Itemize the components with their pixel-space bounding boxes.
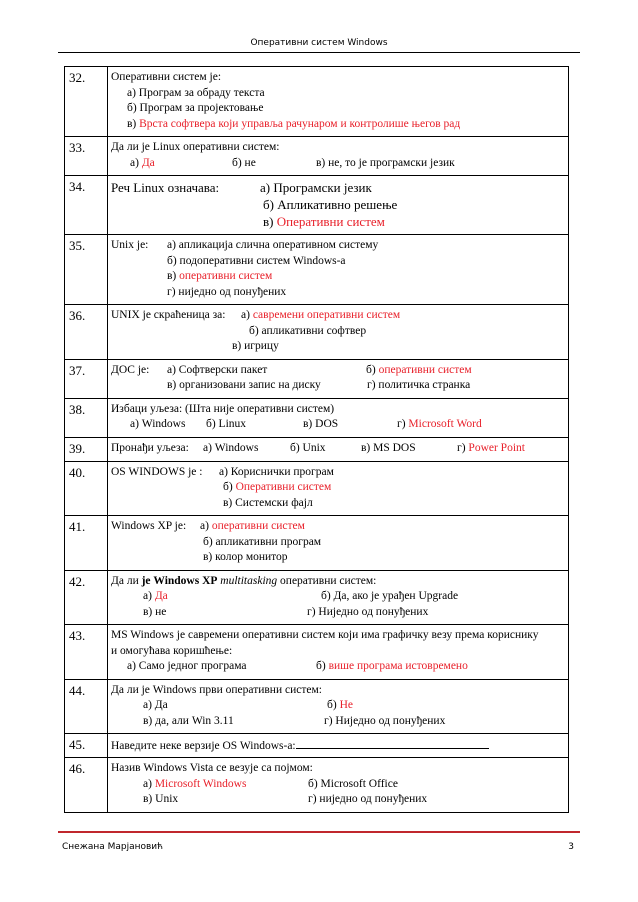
option-prefix: в)	[263, 214, 277, 229]
option-d: г) ниједно од понуђених	[308, 793, 428, 805]
option-c: в) колор монитор	[203, 551, 288, 563]
question-number: 34.	[65, 176, 108, 235]
correct-answer: Microsoft Windows	[154, 777, 247, 790]
question-stem: Да ли је Windows први оперативни систем:	[111, 683, 322, 696]
option-b: б) апликативни програм	[203, 535, 322, 548]
option-prefix: б)	[327, 699, 340, 711]
option-d: г) политичка странка	[367, 379, 471, 391]
question-number: 32.	[65, 67, 108, 137]
question-39	[65, 437, 569, 461]
option-c: в) Системски фајл	[223, 496, 313, 509]
option-c	[263, 213, 385, 230]
option-prefix: б)	[223, 481, 236, 493]
option-prefix: г)	[397, 418, 409, 430]
option-d: г) Ниједно од понуђених	[324, 714, 446, 727]
option-prefix: б)	[316, 660, 329, 672]
page-header: Оперативни систем Windows	[250, 38, 388, 48]
correct-answer: савремени оперативни систем	[252, 309, 401, 321]
question-number: 45.	[65, 734, 108, 758]
question-number: 41.	[65, 516, 108, 571]
option-b	[223, 480, 331, 496]
question-stem: Да ли је Linux оперативни систем:	[111, 141, 280, 153]
page-number: 3	[568, 842, 574, 852]
question-number: 44.	[65, 679, 108, 734]
correct-answer: оперативни систем	[211, 520, 305, 532]
question-stem-line-2: и омогућава коришћење:	[111, 644, 233, 657]
option-b: б) Да, ако је урађен Upgrade	[321, 590, 459, 602]
question-stem-line-1: MS Windows је савремени оперативни систем који има графичку везу према кориснику	[111, 629, 539, 641]
question-37	[65, 359, 569, 398]
option-a: а) Софтверски пакет	[167, 363, 268, 376]
option-c	[167, 269, 272, 285]
option-a	[200, 519, 305, 535]
option-b	[316, 659, 468, 675]
option-prefix: а)	[130, 156, 142, 169]
question-stem: ДОС је:	[111, 363, 150, 376]
question-44	[65, 679, 569, 734]
question-stem: Избаци уљеза: (Шта није оперативни систем)	[111, 402, 335, 415]
option-c: в) MS DOS	[361, 441, 416, 454]
correct-answer: Microsoft Word	[408, 418, 482, 430]
option-a	[143, 589, 168, 605]
option-prefix: в)	[127, 117, 140, 130]
question-stem: Наведите неке верзије OS Windows-a:	[111, 737, 489, 755]
option-prefix: г)	[457, 441, 469, 454]
option-a: а) апликација слична оперативном систему	[167, 239, 379, 251]
question-stem: Оперативни систем је:	[111, 71, 222, 83]
question-stem: Назив Windows Vista се везује са појмом:	[111, 762, 313, 774]
option-b: б) Програм за пројектовање	[127, 102, 264, 114]
option-b	[327, 698, 353, 714]
option-b: б) не	[232, 156, 256, 169]
option-c: в) не, то је програмски језик	[316, 156, 455, 169]
question-number: 35.	[65, 235, 108, 305]
option-c: в) игрицу	[232, 340, 279, 352]
option-a	[241, 308, 400, 324]
option-c: в) DOS	[303, 418, 339, 430]
question-40	[65, 461, 569, 516]
option-d: г) ниједно од понуђених	[167, 285, 287, 298]
option-a	[130, 156, 155, 172]
footer-rule	[58, 831, 580, 833]
option-a: а) Windows	[203, 441, 259, 454]
question-number: 43.	[65, 625, 108, 680]
option-c: в) не	[143, 605, 167, 618]
correct-answer: Оперативни систем	[276, 214, 385, 229]
option-a: а) Да	[143, 699, 168, 711]
question-42	[65, 570, 569, 625]
option-prefix: а)	[241, 309, 253, 321]
correct-answer: Оперативни систем	[235, 481, 332, 493]
option-d: г) Ниједно од понуђених	[307, 605, 429, 618]
option-b: б) Апликативно решење	[263, 197, 398, 212]
option-b: б) Microsoft Office	[308, 777, 398, 790]
question-stem: Unix је:	[111, 239, 149, 251]
footer-author: Снежана Марјановић	[62, 842, 164, 852]
option-c: в) Unix	[143, 793, 179, 805]
question-33	[65, 137, 569, 176]
correct-answer: више програма истовремено	[328, 660, 468, 672]
option-d	[397, 417, 482, 433]
answer-blank-line[interactable]	[296, 737, 489, 749]
correct-answer: Да	[141, 156, 155, 169]
question-38	[65, 398, 569, 437]
question-number: 40.	[65, 461, 108, 516]
question-43	[65, 625, 569, 680]
option-b: б) апликативни софтвер	[249, 324, 367, 337]
correct-answer: Power Point	[468, 441, 525, 454]
question-number: 42.	[65, 570, 108, 625]
option-prefix: а)	[143, 590, 155, 602]
option-prefix: а)	[200, 520, 212, 532]
header-rule	[58, 52, 580, 53]
option-b: б) Linux	[206, 418, 247, 430]
question-stem: Пронађи уљеза:	[111, 441, 189, 454]
option-a: а) Програмски језик	[260, 180, 372, 195]
question-46	[65, 758, 569, 813]
correct-answer: Врста софтвера који управља рачунаром и контролише његов рад	[139, 117, 461, 130]
question-stem: Реч Linux означава:	[111, 180, 220, 195]
correct-answer: оперативни систем	[378, 363, 472, 376]
option-b: б) подоперативни систем Windows-a	[167, 254, 346, 267]
question-number: 33.	[65, 137, 108, 176]
question-stem: Windows XP је:	[111, 520, 187, 532]
question-number: 39.	[65, 437, 108, 461]
option-b: б) Unix	[290, 441, 326, 454]
question-stem: UNIX је скраћеница за:	[111, 309, 226, 321]
question-number: 36.	[65, 305, 108, 360]
correct-answer: оперативни систем	[179, 270, 273, 282]
correct-answer: Не	[339, 699, 353, 711]
question-number: 37.	[65, 359, 108, 398]
question-stem: OS WINDOWS је :	[111, 465, 203, 478]
option-prefix: б)	[366, 363, 379, 376]
correct-answer: Да	[154, 590, 168, 602]
question-34	[65, 176, 569, 235]
option-a: а) Кориснички програм	[219, 465, 334, 478]
question-36	[65, 305, 569, 360]
option-prefix: в)	[167, 270, 180, 282]
question-number: 38.	[65, 398, 108, 437]
option-b	[366, 363, 472, 379]
option-a: а) Само једног програма	[127, 660, 247, 672]
question-stem: Да ли је Windows XP multitasking оперативни систем:	[111, 574, 377, 587]
option-d	[457, 441, 525, 457]
question-41	[65, 516, 569, 571]
option-c	[127, 117, 460, 133]
option-c: в) да, али Win 3.11	[143, 714, 234, 727]
questions-table	[64, 66, 569, 813]
question-number: 46.	[65, 758, 108, 813]
option-a: а) Windows	[130, 418, 186, 430]
question-32	[65, 67, 569, 137]
option-a: а) Програм за обраду текста	[127, 86, 265, 99]
question-35	[65, 235, 569, 305]
question-45	[65, 734, 569, 758]
option-prefix: а)	[143, 777, 155, 790]
option-c: в) организовани запис на диску	[167, 379, 321, 391]
option-a	[143, 777, 246, 793]
